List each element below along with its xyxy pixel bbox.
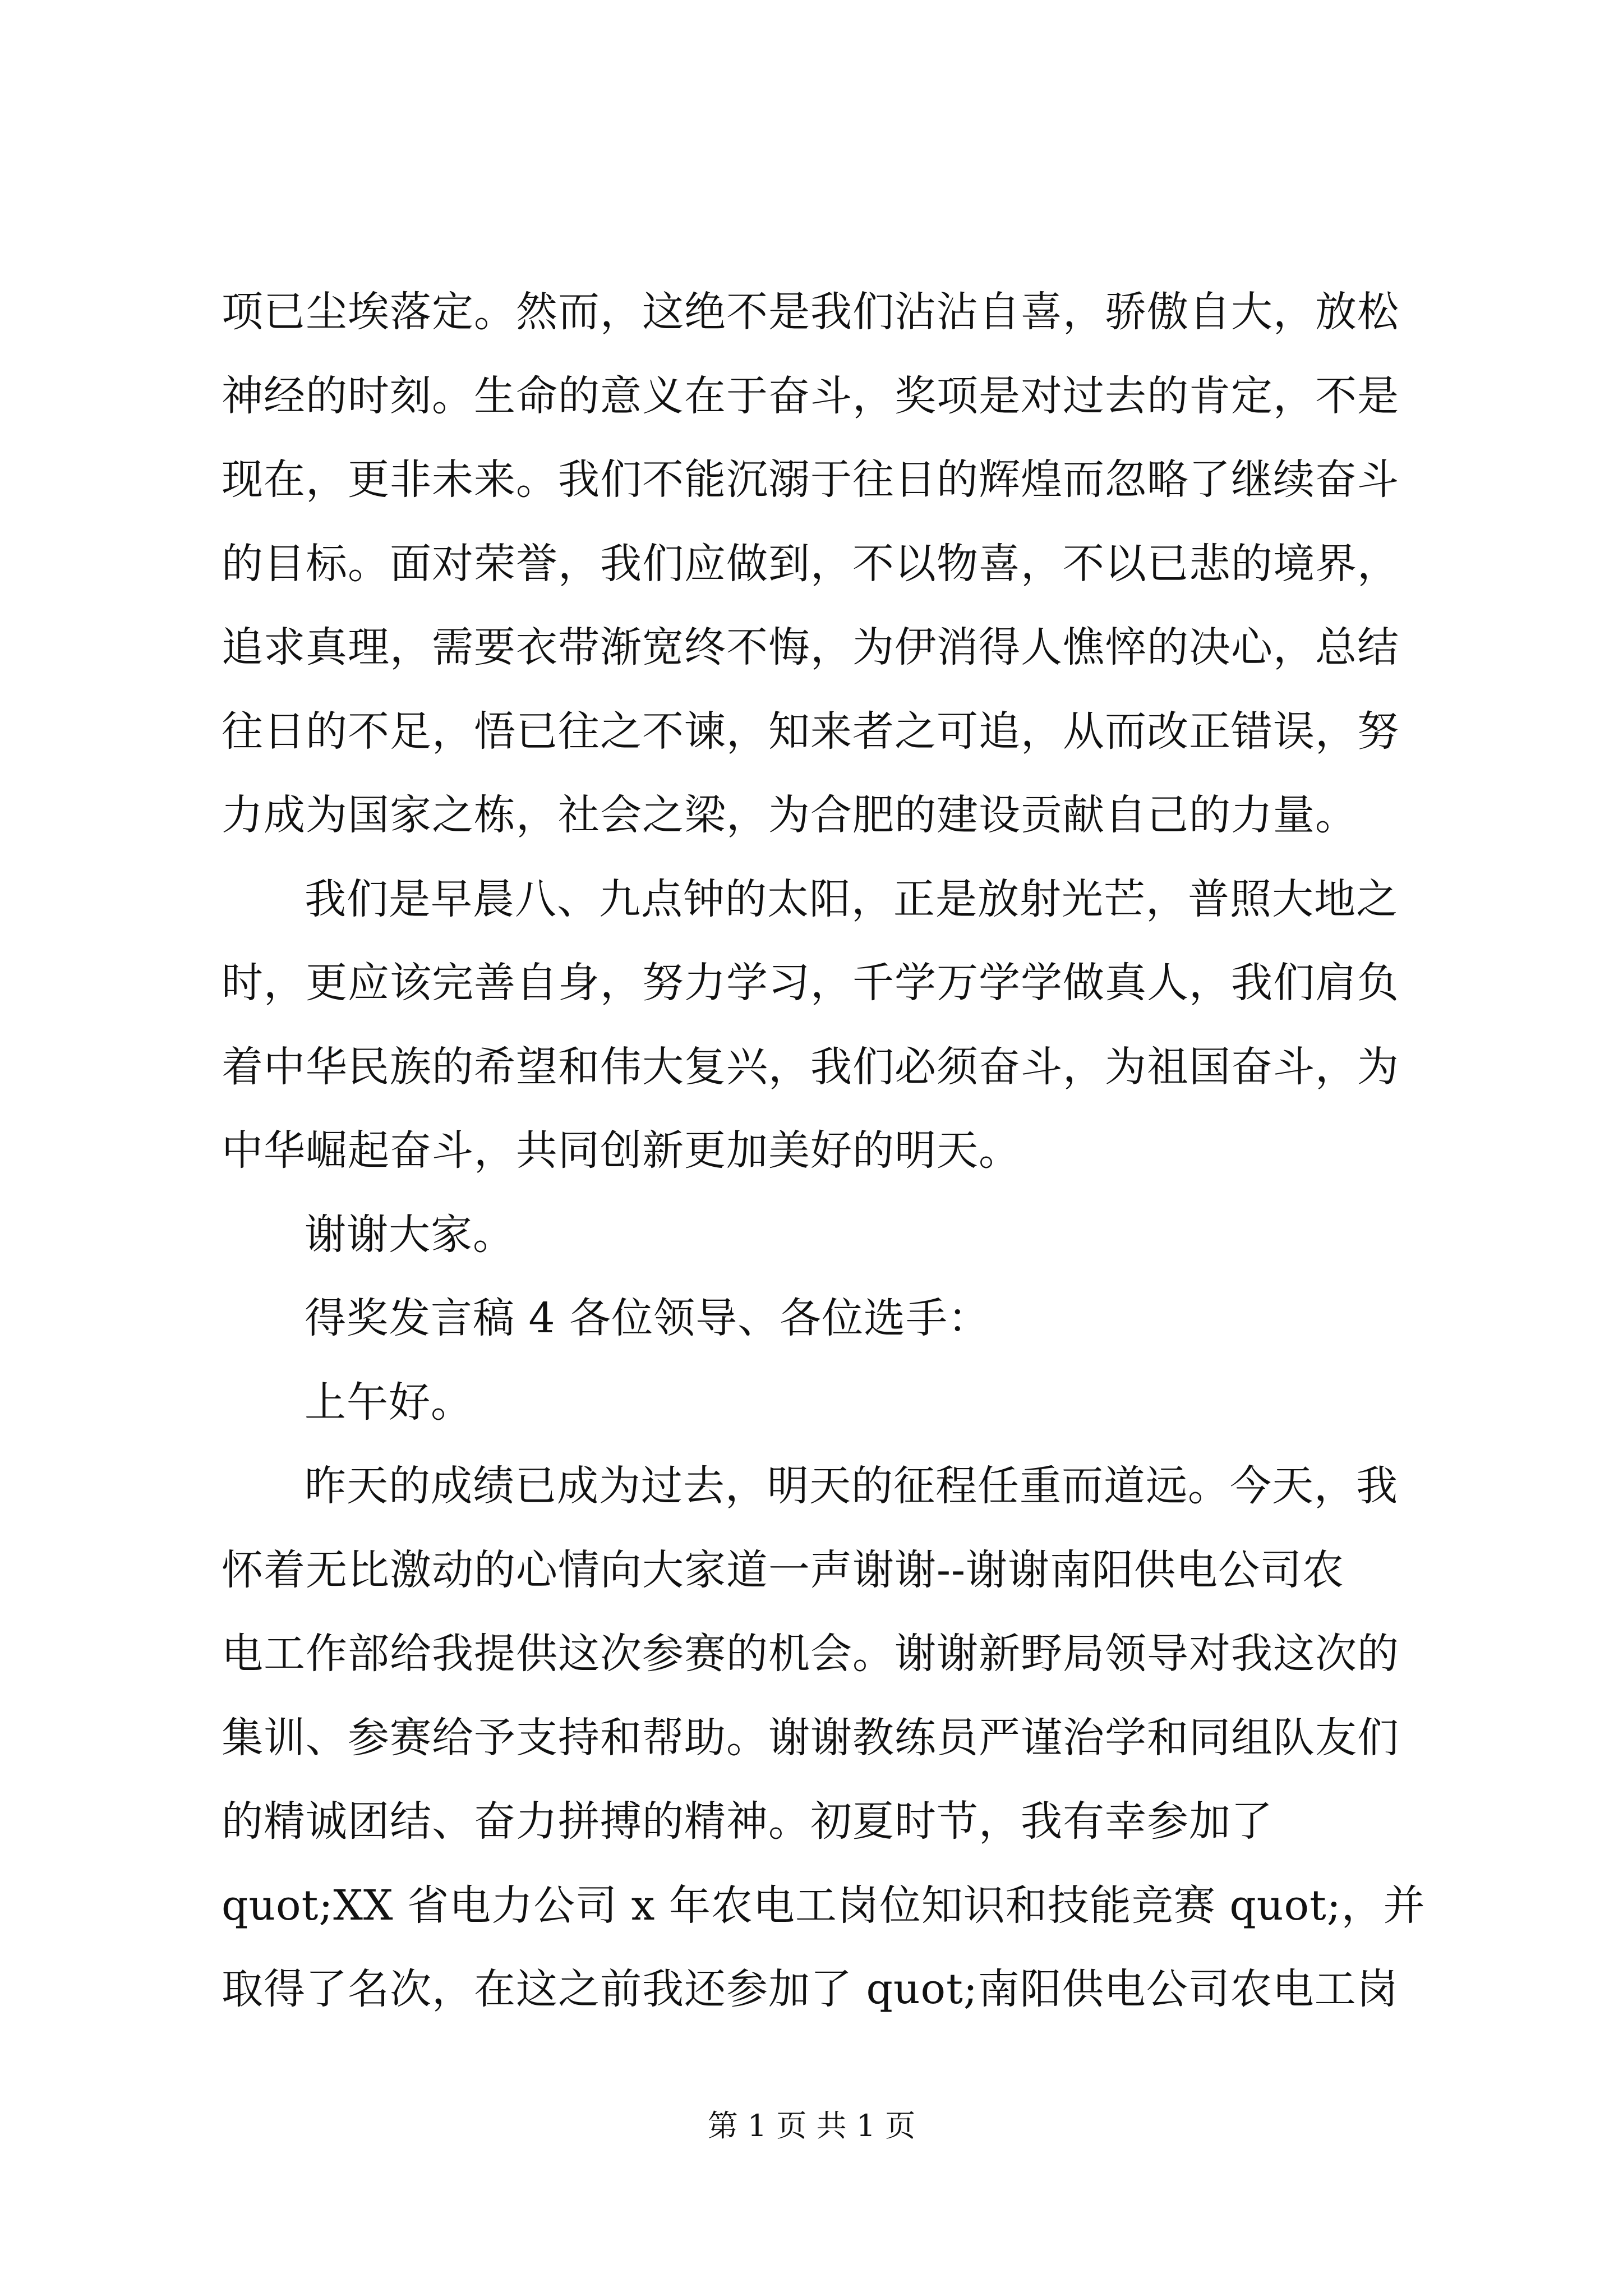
paragraph-first-line: 昨天的成绩已成为过去，明天的征程任重而道远。今天，我: [305, 1462, 1398, 1510]
text-line: 取得了名次，在这之前我还参加了 quot;南阳供电公司农电工岗: [222, 1965, 1399, 2013]
text-line: 力成为国家之栋，社会之梁，为合肥的建设贡献自己的力量。: [222, 791, 1357, 839]
text-line: 着中华民族的希望和伟大复兴，我们必须奋斗，为祖国奋斗，为: [222, 1042, 1399, 1091]
paragraph-first-line: 谢谢大家。: [305, 1210, 515, 1259]
text-line: quot;XX 省电力公司 x 年农电工岗位知识和技能竞赛 quot;，并: [222, 1881, 1426, 1930]
text-line: 集训、参赛给予支持和帮助。谢谢教练员严谨治学和同组队友们: [222, 1713, 1399, 1762]
text-line: 往日的不足，悟已往之不谏，知来者之可追，从而改正错误，努: [222, 707, 1399, 756]
text-line: 现在，更非未来。我们不能沉溺于往日的辉煌而忽略了继续奋斗: [222, 455, 1399, 504]
text-line: 怀着无比激动的心情向大家道一声谢谢--谢谢南阳供电公司农: [222, 1545, 1345, 1594]
text-line: 追求真理，需要衣带渐宽终不悔，为伊消得人憔悴的决心，总结: [222, 623, 1399, 671]
text-line: 中华崛起奋斗，共同创新更加美好的明天。: [222, 1126, 1021, 1175]
text-line: 的目标。面对荣誉，我们应做到，不以物喜，不以已悲的境界，: [222, 539, 1399, 588]
text-line: 时，更应该完善自身，努力学习，千学万学学做真人，我们肩负: [222, 959, 1399, 1007]
page-number-footer: 第 1 页 共 1 页: [707, 2108, 916, 2143]
paragraph-first-line: 上午好。: [305, 1378, 473, 1427]
text-line: 电工作部给我提供这次参赛的机会。谢谢新野局领导对我这次的: [222, 1630, 1399, 1678]
paragraph-first-line: 我们是早晨八、九点钟的太阳，正是放射光芒，普照大地之: [305, 875, 1398, 923]
document-body: [222, 270, 1427, 2032]
text-line: 神经的时刻。生命的意义在于奋斗，奖项是对过去的肯定，不是: [222, 371, 1399, 420]
text-line: 项已尘埃落定。然而，这绝不是我们沾沾自喜，骄傲自大，放松: [222, 288, 1399, 336]
paragraph-first-line: 得奖发言稿 4 各位领导、各位选手：: [305, 1294, 990, 1342]
text-line: 的精诚团结、奋力拼搏的精神。初夏时节，我有幸参加了: [222, 1797, 1273, 1846]
